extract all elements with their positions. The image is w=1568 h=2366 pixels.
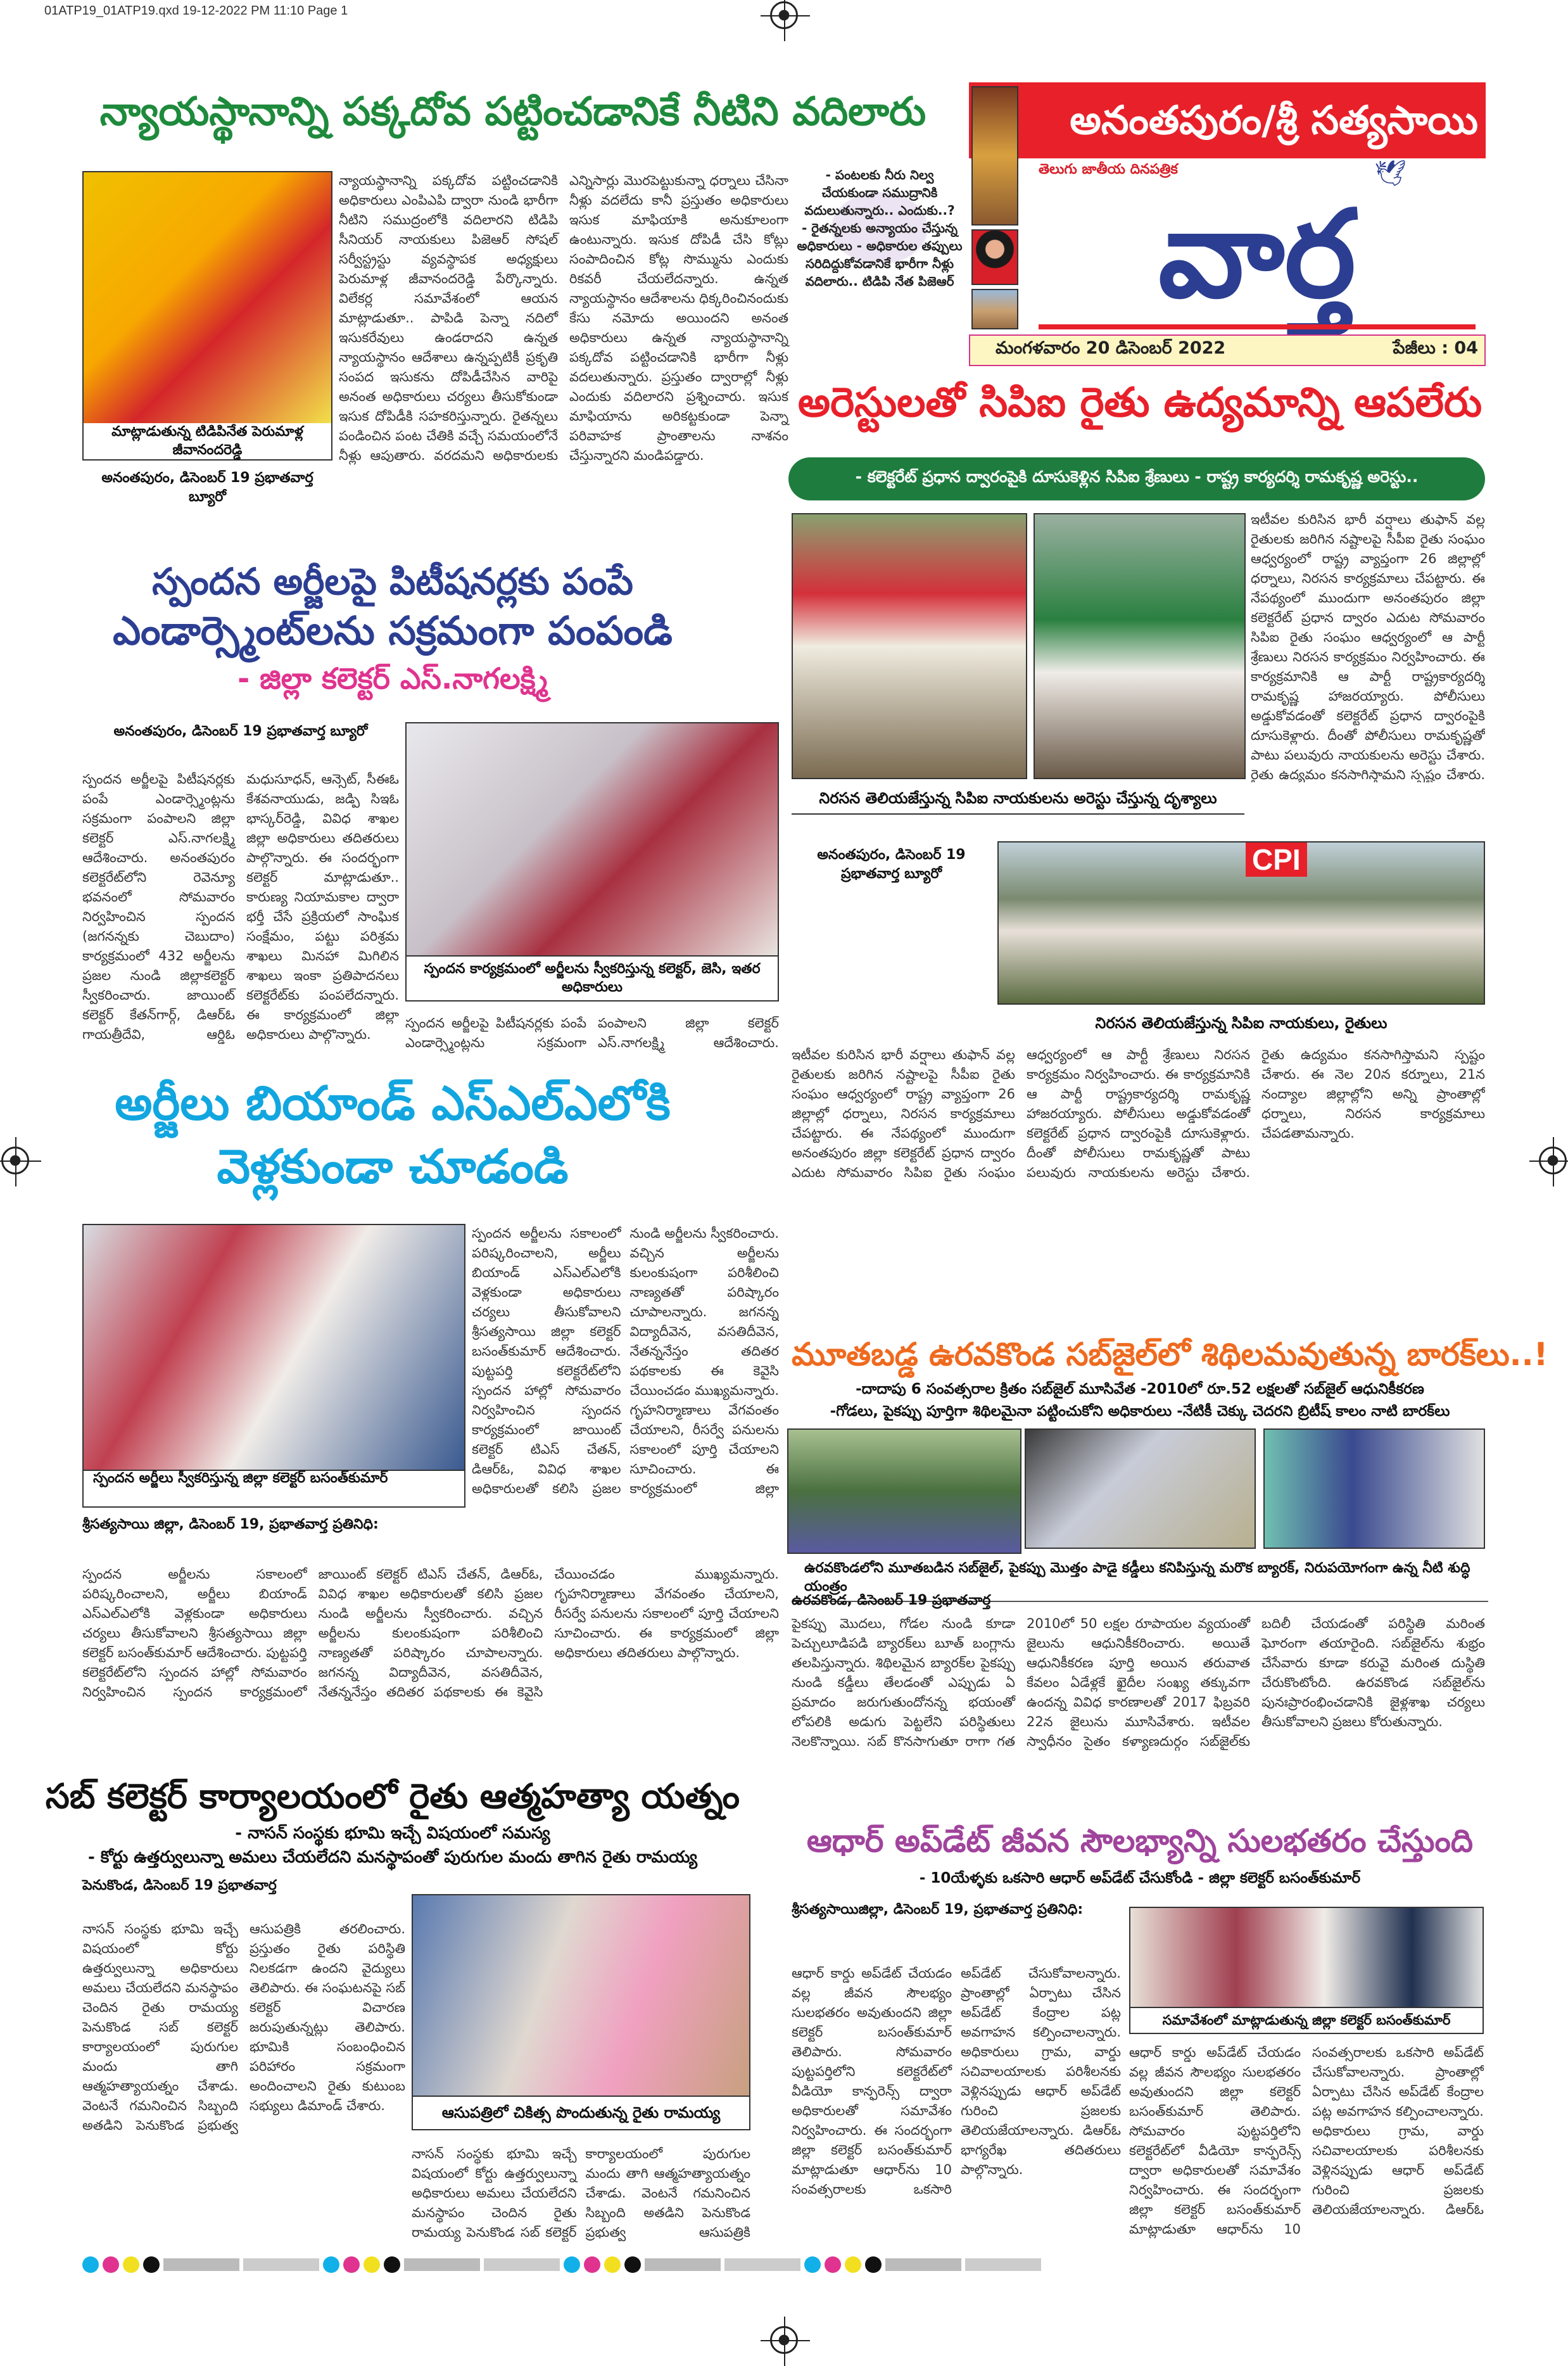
masthead — [969, 82, 1486, 333]
cyan-swatch — [82, 2256, 99, 2273]
story1-body: న్యాయస్థానాన్ని పక్కదోవ పట్టించడానికి అధికారులు ఎంపిఎపి ద్వారా నుండి భారీగా నీటిని సముద్రంలోకి వదిలారని టిడిపి సీనియర్ నాయకులు పిజెఆర్ సోషల్ సర్వీస్ట్రస్టు వ్యవస్థాపక అధ్యక్షులు పెరుమాళ్ల జీవానందరెడ్డి పేర్కొన్నారు. విలేకర్ల సమావేశంలో ఆయన మాట్లాడుతూ.. పాపిడి పెన్నా నదిలో ఇసుకరేవులు ఉండరాదని ఉన్నత న్యాయస్థానం ఆదేశాలు ఉన్నప్పటికీ ప్రకృతి సంపద ఇసుకను దోపిడీచేసిన వారిపై అనంత అధికారులు చర్యలు తీసుకోకుండా ఇసుక దోపిడీకి సహకరిస్తున్నారు. రైతన్నలు పండించిన పంట చేతికి వచ్చే సమయంలోనే నీళ్లు ఆపుతారు. వరదమని అధికారులకు ఎన్నిసార్లు మొరపెట్టుకున్నా ధర్నాలు చేసినా నీళ్లు వదలేదు కానీ ప్రస్తుతం అధికారులు ఇసుక మాఫియాకి అనుకూలంగా ఉంటున్నారు. ఇసుక దోపిడీ చేసి కోట్లు సంపాదించిన కోట్ల సొమ్మును ఎందుకు రికవరీ చేయలేదన్నారు. ఉన్నత న్యాయస్థానం ఆదేశాలను ధిక్కరించినందుకు కేసు నమోదు అయిందని అనంత అధికారులు ఉన్నత న్యాయస్థానాన్ని పక్కదోవ పట్టించడానికి భారీగా నీళ్లు వదలుతున్నారు. ప్రస్తుతం ద్వారాల్లో నీళ్లు ఎందుకు వదిలారని ప్రశ్నించారు. ఇసుక మాఫియాను అరికట్టకుండా పెన్నా పరివాహక ప్రాంతాలను నాశనం చేస్తున్నారని మండిపడ్డారు. — [339, 173, 789, 463]
yellow-swatch — [364, 2256, 380, 2273]
story2-dateline: అనంతపురం, డిసెంబర్ 19 ప్రభాతవార్త బ్యూరో — [113, 723, 368, 739]
story5-dateline: అనంతపురం, డిసెంబర్ 19 ప్రభాతవార్త బ్యూరో — [817, 847, 966, 882]
story2-body-continued: స్పందన అర్జీలపై పిటీషనర్లకు పంపే ఎండార్స్మెంట్లను సక్రమంగా పంపాలని జిల్లా కలెక్టర్ ఎస్.నాగలక్ష్మి ఆదేశించారు. — [405, 1015, 779, 1050]
grey-swatch — [885, 2258, 961, 2271]
masthead-rule — [1039, 324, 1476, 329]
cyan-swatch — [323, 2256, 339, 2273]
headline-story6: మూతబడ్డ ఉరవకొండ సబ్‌జైల్‌లో శిథిలమవుతున్న బారక్‌లు..! — [792, 1336, 1548, 1373]
story1-pullquote — [797, 166, 963, 290]
story6-photo-jail — [787, 1428, 1021, 1554]
headline-story2-line1: స్పందన అర్జీలపై పిటీషనర్లకు పంపే — [152, 560, 633, 603]
date-bar — [969, 334, 1486, 366]
story6-photo-barrack — [1025, 1428, 1256, 1549]
story7-photo — [1129, 1907, 1484, 2008]
story4-dateline: పెనుకొండ, డిసెంబర్ 19 ప్రభాతవార్త — [82, 1878, 277, 1893]
story5-photo-arrest-1 — [792, 513, 1027, 779]
story3-photo-caption: స్పందన అర్జీలు స్వీకరిస్తున్న జిల్లా కలెక్టర్ బసంత్‌కుమార్ — [82, 1470, 465, 1508]
registration-mark-icon — [770, 2326, 798, 2354]
story2-photo-caption: స్పందన కార్యక్రమంలో అర్జీలను స్వీకరిస్తున్న కలెక్టర్, జెసి, ఇతర అధికారులు — [405, 957, 779, 1002]
story3-dateline: శ్రీసత్యసాయి జిల్లా, డిసెంబర్ 19, ప్రభాతవార్త ప్రతినిధి: — [82, 1517, 379, 1532]
story4-sub2: - కోర్టు ఉత్తర్వులున్నా అమలు చేయలేదని మనస్థాపంతో పురుగుల మందు తాగిన రైతు రామయ్య — [87, 1848, 698, 1867]
pullquote-line: - రైతన్నలకు అన్యాయం చేస్తున్న అధికారులు - అధికారుల తప్పులు సరిదిద్దుకోవడానికే భారీగా నీళ్లు వదిలారు.. టిడిపి నేత పిజెఆర్ — [797, 220, 963, 289]
story4-photo — [412, 1894, 750, 2097]
black-swatch — [384, 2256, 400, 2273]
headline-story4: సబ్ కలెక్టర్ కార్యాలయంలో రైతు ఆత్మహత్యా యత్నం — [45, 1776, 740, 1816]
story7-body-continued: ఆధార్ కార్డు అప్‌డేట్ చేయడం వల్ల జీవన సౌలభ్యం సులభతరం అవుతుందని జిల్లా కలెక్టర్ బసంత్‌కుమార్ తెలిపారు. సోమవారం పుట్టపర్తిలోని కలెక్టరేట్‌లో వీడియో కాన్ఫరెన్స్ ద్వారా అధికారులతో సమావేశం నిర్వహించారు. ఈ సందర్భంగా జిల్లా కలెక్టర్ బసంత్‌కుమార్ మాట్లాడుతూ ఆధార్‌ను 10 సంవత్సరాలకు ఒకసారి అప్‌డేట్ చేసుకోవాలన్నారు. ప్రాంతాల్లో ఏర్పాటు చేసిన అప్‌డేట్ కేంద్రాల పట్ల అవగాహన కల్పించాలన్నారు. అధికారులు గ్రామ, వార్డు సచివాలయాలకు పరిశీలనకు వెళ్లినప్పుడు ఆధార్ అప్‌డేట్ గురించి ప్రజలకు తెలియజేయాలన్నారు. డిఆర్ఓ — [1129, 2045, 1484, 2237]
pullquote-line: - పంటలకు నీరు నిల్వ చేయకుండా సముద్రానికి వదులుతున్నారు.. ఎందుకు..? — [804, 167, 955, 218]
print-slug: 01ATP19_01ATP19.qxd 19-12-2022 PM 11:10 Page 1 — [44, 4, 348, 18]
edition-name: అనంతపురం/శ్రీ సత్యసాయి — [1070, 97, 1478, 143]
story3-body: స్పందన అర్జీలను సకాలంలో పరిష్కరించాలని, అర్జీలు బియాండ్ ఎస్ఎల్ఎలోకి వెళ్లకుండా అధికారులు చర్యలు తీసుకోవాలని శ్రీసత్యసాయి జిల్లా కలెక్టర్ బసంత్‌కుమార్ ఆదేశించారు. పుట్టపర్తి కలెక్టరేట్‌లోని స్పందన హాల్లో సోమవారం నిర్వహించిన స్పందన కార్యక్రమంలో జాయింట్ కలెక్టర్ టిఎస్ చేతన్, డిఆర్ఓ, వివిధ శాఖల అధికారులతో కలిసి ప్రజల నుండి అర్జీలను స్వీకరించారు. వచ్చిన అర్జీలను కులంకుషంగా పరిశీలించి నాణ్యతతో పరిష్కారం చూపాలన్నారు. జగనన్న విద్యాదీవెన, వసతిదీవెన, నేతన్ననేస్తం తదితర పథకాలకు ఈ కెవైసి చేయించడం ముఖ్యమన్నారు. గృహనిర్మాణాలు వేగవంతం చేయాలని, రీసర్వే పనులను సకాలంలో పూర్తి చేయాలని సూచించారు. ఈ కార్యక్రమంలో జిల్లా అధికారులు తదితరులు పాల్గొన్నారు. — [82, 1567, 779, 1700]
story6-sub1: -దాదాపు 6 సంవత్సరాల క్రితం సబ్‌జైల్ మూసివేత -2010లో రూ.52 లక్షలతో సబ్‌జైల్ ఆధునికీకరణ — [856, 1381, 1424, 1397]
story1-photo — [82, 171, 332, 424]
sai-baba-photo — [971, 229, 1018, 285]
story7-body: ఆధార్ కార్డు అప్‌డేట్ చేయడం వల్ల జీవన సౌలభ్యం సులభతరం అవుతుందని జిల్లా కలెక్టర్ బసంత్‌కుమార్ తెలిపారు. సోమవారం పుట్టపర్తిలోని కలెక్టరేట్‌లో వీడియో కాన్ఫరెన్స్ ద్వారా అధికారులతో సమావేశం నిర్వహించారు. ఈ సందర్భంగా జిల్లా కలెక్టర్ బసంత్‌కుమార్ మాట్లాడుతూ ఆధార్‌ను 10 సంవత్సరాలకు ఒకసారి అప్‌డేట్ చేసుకోవాలన్నారు. ప్రాంతాల్లో ఏర్పాటు చేసిన అప్‌డేట్ కేంద్రాల పట్ల అవగాహన కల్పించాలన్నారు. అధికారులు గ్రామ, వార్డు సచివాలయాలకు పరిశీలనకు వెళ్లినప్పుడు ఆధార్ అప్‌డేట్ గురించి ప్రజలకు తెలియజేయాలన్నారు. డిఆర్ఓ భాగ్యరేఖ తదితరులు పాల్గొన్నారు. — [792, 1966, 1121, 2197]
tagline: తెలుగు జాతీయ దినపత్రిక — [1039, 162, 1178, 177]
story4-body: నాసన్ సంస్థకు భూమి ఇచ్చే విషయంలో కోర్టు ఉత్తర్వులున్నా అధికారులు అమలు చేయలేదని మనస్థాపం చెందిన రైతు రామయ్య పెనుకొండ సబ్ కలెక్టర్ కార్యాలయంలో పురుగుల మందు తాగి ఆత్మహత్యాయత్నం చేశాడు. వెంటనే గమనించిన సిబ్బంది అతడిని పెనుకొండ ప్రభుత్వ ఆసుపత్రికి తరలించారు. ప్రస్తుతం రైతు పరిస్థితి నిలకడగా ఉందని వైద్యులు తెలిపారు. ఈ సంఘటనపై సబ్ కలెక్టర్ విచారణ జరుపుతున్నట్లు తెలిపారు. భూమికి సంబంధించిన పరిహారం సక్రమంగా అందించాలని రైతు కుటుంబ సభ్యులు డిమాండ్ చేశారు. — [82, 1921, 405, 2133]
story5-photo-caption-1: నిరసన తెలియజేస్తున్న సిపిఐ నాయకులను అరెస్టు చేస్తున్న దృశ్యాలు — [792, 789, 1244, 815]
page-count: పేజీలు : 04 — [1393, 338, 1478, 358]
story4-sub1: - నాసన్ సంస్థకు భూమి ఇచ్చే విషయంలో సమస్య — [235, 1824, 550, 1843]
magenta-swatch — [584, 2256, 600, 2273]
magenta-swatch — [103, 2256, 119, 2273]
story5-photo-arrest-2 — [1034, 513, 1246, 779]
yellow-swatch — [604, 2256, 621, 2273]
edition-band-text-area — [1023, 82, 1486, 158]
story1-photo-caption: మాట్లాడుతున్న టిడిపినేత పెరుమాళ్ల జీవానందరెడ్డి — [82, 423, 332, 461]
dove-icon: 🕊 — [1374, 159, 1407, 188]
story6-photo-caption: ఉరవకొండలోని మూతబడిన సబ్‌జైల్, పైకప్పు మొత్తం పాడై కడ్డీలు కనిపిస్తున్న మరొక బ్యారక్, నిరుపయోగంగా ఉన్న నీటి శుద్ధి యంత్రం — [792, 1560, 1488, 1602]
story3-photo — [82, 1224, 465, 1471]
deity-photo — [971, 86, 1018, 226]
story6-body: పైకప్పు మొదలు, గోడల నుండి కూడా పెచ్చులూడిపడి బ్యారక్‌లు బూత్ బంగ్లాను తలపిస్తున్నారు. శిథిలమైన బ్యారక్‌ల పైకప్పు నుండి కడ్డీలు తేలడంతో ఎప్పుడు ఏ ప్రమాదం జరుగుతుందోనన్న భయంతో లోపలికి అడుగు పెట్టలేని పరిస్థితులు నెలకొన్నాయి. సబ్ కొనసాగుతూ రాగా గత 2010లో 50 లక్షల రూపాయల వ్యయంతో జైలును ఆధునికీకరించారు. అయితే ఆధునికీకరణ పూర్తి అయిన తరువాత కేవలం ఏడేళ్లకే ఖైదీల సంఖ్య తక్కువగా ఉందన్న వివిధ కారణాలతో 2017 ఫిబ్రవరి 22న జైలును మూసివేశారు. ఇటీవల స్వాధీనం సైతం కళ్యాణదుర్గం సబ్‌జైల్‌కు బదిలీ చేయడంతో పరిస్థితి మరింత ఘోరంగా తయారైంది. సబ్‌జైల్‌ను శుభ్రం చేసేవారు కూడా కరువై మరింత దుస్థితి చేరుకొంటోంది. ఉరవకొండ సబ్‌జైల్‌ను పునఃప్రారంభించడానికి జైళ్లశాఖ చర్యలు తీసుకోవాలని ప్రజలు కోరుతున్నారు. — [792, 1616, 1485, 1749]
headline-story3-line2: వెళ్లకుండా చూడండి — [217, 1140, 569, 1194]
black-swatch — [143, 2256, 160, 2273]
grey-swatch — [163, 2258, 239, 2271]
headline-story7: ఆధార్ అప్‌డేట్ జీవన సౌలభ్యాన్ని సులభతరం చేస్తుంది — [806, 1822, 1474, 1859]
story2-subhead: - జిల్లా కలెక్టర్ ఎస్.నాగలక్ష్మి — [237, 661, 548, 696]
story7-sub: - 10యేళ్ళకు ఒకసారి ఆధార్ అప్‌డేట్ చేసుకోండి - జిల్లా కలెక్టర్ బసంత్‌కుమార్ — [919, 1870, 1361, 1886]
grey-swatch — [724, 2258, 800, 2271]
story5-body: ఇటీవల కురిసిన భారీ వర్షాలు తుఫాన్ వల్ల రైతులకు జరిగిన నష్టాలపై సీపీఐ రైతు సంఘం ఆధ్వర్యంలో రాష్ట్ర వ్యాప్తంగా 26 జిల్లాల్లో ధర్నాలు, నిరసన కార్యక్రమాలు చేపట్టారు. ఈ నేపథ్యంలో ముందుగా అనంతపురం జిల్లా కలెక్టరేట్ ప్రధాన ద్వారం ఎదుట సోమవారం సిపిఐ రైతు సంఘం ఆధ్వర్యంలో ఆ పార్టీ శ్రేణులు నిరసన కార్యక్రమం నిర్వహించారు. ఈ కార్యక్రమానికి ఆ పార్టీ రాష్ట్రకార్యదర్శి రామకృష్ణ హాజరయ్యారు. పోలీసులు అడ్డుకోవడంతో కలెక్టరేట్ ప్రధాన ద్వారంపైకి దూసుకెళ్లారు. దీంతో పోలీసులు రామకృష్ణతో పాటు పలువురు నాయకులను అరెస్టు చేశారు. రైతు ఉద్యమం కనసాగిస్తామని స్పష్టం చేశారు. ఈ నెల 20న కర్నూలు, 21న నంద్యాల జిల్లాల్లోని అన్ని ప్రాంతాల్లో ధర్నాలు, నిరసన కార్యక్రమాలు చేపడతామన్నారు. — [792, 1047, 1485, 1180]
story2-body: స్పందన అర్జీలపై పిటీషనర్లకు పంపే ఎండార్స్మెంట్లను సక్రమంగా పంపాలని జిల్లా కలెక్టర్ ఎస్.నాగలక్ష్మి ఆదేశించారు. అనంతపురం కలెక్టరేట్‌లోని రెవెన్యూ భవనంలో సోమవారం నిర్వహించిన స్పందన (జగనన్నకు చెబుదాం) కార్యక్రమంలో 432 అర్జీలను ప్రజల నుండి జిల్లాకలెక్టర్ స్వీకరించారు. జాయింట్ కలెక్టర్ కేతన్‌గార్గ్, డిఆర్ఓ గాయత్రీదేవి, ఆర్డిఓ మధుసూధన్, ఆన్సెట్, సీఈఓ కేశవనాయుడు, జడ్పి సిఇఓ భాస్కర్‌రెడ్డి, వివిధ శాఖల జిల్లా అధికారులు తదితరులు పాల్గొన్నారు. ఈ సందర్భంగా కలెక్టర్ మాట్లాడుతూ.. కారుణ్య నియామకాల ద్వారా భర్తీ చేసే ప్రక్రియలో సాంఘిక సంక్షేమం, పట్టు పరిశ్రమ శాఖలు మినహా మిగిలిన శాఖలు ఇంకా ప్రతిపాదనలు కలెక్టరేట్‌కు పంపలేదన్నారు. ఈ కార్యక్రమంలో జిల్లా అధికారులు పాల్గొన్నారు. — [82, 772, 399, 1042]
magenta-swatch — [343, 2256, 360, 2273]
story1-dateline: అనంతపురం, డిసెంబర్ 19 ప్రభాతవార్త బ్యూరో — [101, 470, 313, 505]
masthead-name: వార్త — [1158, 184, 1356, 324]
grey-swatch — [404, 2258, 480, 2271]
issue-date: మంగళవారం 20 డిసెంబర్ 2022 — [996, 338, 1226, 358]
grey-swatch — [965, 2258, 1041, 2271]
story6-dateline: ఉరవకొండ, డిసెంబర్ 19 ప్రభాతవార్త — [792, 1593, 991, 1608]
yellow-swatch — [123, 2256, 139, 2273]
grey-swatch — [243, 2258, 319, 2271]
story7-dateline: శ్రీసత్యసాయిజిల్లా, డిసెంబర్ 19, ప్రభాతవార్త ప్రతినిధి: — [792, 1902, 1084, 1918]
story5-body-col-right: ఇటీవల కురిసిన భారీ వర్షాలు తుఫాన్ వల్ల రైతులకు జరిగిన నష్టాలపై సీపీఐ రైతు సంఘం ఆధ్వర్యంలో రాష్ట్ర వ్యాప్తంగా 26 జిల్లాల్లో ధర్నాలు, నిరసన కార్యక్రమాలు చేపట్టారు. ఈ నేపథ్యంలో ముందుగా అనంతపురం జిల్లా కలెక్టరేట్ ప్రధాన ద్వారం ఎదుట సోమవారం సిపిఐ రైతు సంఘం ఆధ్వర్యంలో ఆ పార్టీ శ్రేణులు నిరసన కార్యక్రమం నిర్వహించారు. ఈ కార్యక్రమానికి ఆ పార్టీ రాష్ట్రకార్యదర్శి రామకృష్ణ హాజరయ్యారు. పోలీసులు అడ్డుకోవడంతో కలెక్టరేట్ ప్రధాన ద్వారంపైకి దూసుకెళ్లారు. దీంతో పోలీసులు రామకృష్ణతో పాటు పలువురు నాయకులను అరెస్టు చేశారు. రైతు ఉద్యమం కనసాగిస్తామని స్పష్టం చేశారు. — [1251, 512, 1485, 782]
cyan-swatch — [804, 2256, 821, 2273]
registration-mark-icon — [1539, 1147, 1567, 1174]
black-swatch — [865, 2256, 882, 2273]
story6-sub2: -గోడలు, పైకప్పు పూర్తిగా శిథిలమైనా పట్టించుకోని అధికారులు -నేటికీ చెక్కు చెదరని బ్రిటీష్ కాలం నాటి బారక్‌లు — [830, 1403, 1450, 1420]
headline-story1: న్యాయస్థానాన్ని పక్కదోవ పట్టించడానికే నీటిని వదిలారు — [99, 88, 926, 134]
color-calibration-bar — [82, 2256, 1488, 2273]
grey-swatch — [645, 2258, 721, 2271]
magenta-swatch — [825, 2256, 841, 2273]
story3-body-top: స్పందన అర్జీలను సకాలంలో పరిష్కరించాలని, అర్జీలు బియాండ్ ఎస్ఎల్ఎలోకి వెళ్లకుండా అధికారులు చర్యలు తీసుకోవాలని శ్రీసత్యసాయి జిల్లా కలెక్టర్ బసంత్‌కుమార్ ఆదేశించారు. పుట్టపర్తి కలెక్టరేట్‌లోని స్పందన హాల్లో సోమవారం నిర్వహించిన స్పందన కార్యక్రమంలో జాయింట్ కలెక్టర్ టిఎస్ చేతన్, డిఆర్ఓ, వివిధ శాఖల అధికారులతో కలిసి ప్రజల నుండి అర్జీలను స్వీకరించారు. వచ్చిన అర్జీలను కులంకుషంగా పరిశీలించి నాణ్యతతో పరిష్కారం చూపాలన్నారు. జగనన్న విద్యాదీవెన, వసతిదీవెన, నేతన్ననేస్తం తదితర పథకాలకు ఈ కెవైసి చేయించడం ముఖ్యమన్నారు. గృహనిర్మాణాలు వేగవంతం చేయాలని, రీసర్వే పనులను సకాలంలో పూర్తి చేయాలని సూచించారు. ఈ కార్యక్రమంలో జిల్లా — [472, 1226, 779, 1496]
story4-photo-caption: ఆసుపత్రిలో చికిత్స పొందుతున్న రైతు రామయ్య — [412, 2097, 750, 2130]
yellow-swatch — [845, 2256, 861, 2273]
nandi-statue-photo — [971, 289, 1018, 329]
story4-body-continued: నాసన్ సంస్థకు భూమి ఇచ్చే విషయంలో కోర్టు ఉత్తర్వులున్నా అధికారులు అమలు చేయలేదని మనస్థాపం చెందిన రైతు రామయ్య పెనుకొండ సబ్ కలెక్టర్ కార్యాలయంలో పురుగుల మందు తాగి ఆత్మహత్యాయత్నం చేశాడు. వెంటనే గమనించిన సిబ్బంది అతడిని పెనుకొండ ప్రభుత్వ ఆసుపత్రికి — [412, 2146, 750, 2240]
story6-photo-water-plant — [1263, 1428, 1485, 1549]
black-swatch — [624, 2256, 641, 2273]
cpi-sign: CPI — [1246, 843, 1307, 877]
story2-photo — [405, 722, 779, 957]
story5-banner: - కలెక్టరేట్ ప్రధాన ద్వారంపైకి దూసుకెళ్లిన సిపిఐ శ్రేణులు - రాష్ట్ర కార్యదర్శి రామకృష్ణ అరెస్టు.. — [788, 457, 1485, 500]
cyan-swatch — [564, 2256, 580, 2273]
grey-swatch — [484, 2258, 560, 2271]
headline-story3-line1: అర్జీలు బియాండ్ ఎస్ఎల్ఎలోకి — [115, 1076, 671, 1131]
headline-story5: అరెస్టులతో సిపిఐ రైతు ఉద్యమాన్ని ఆపలేరు — [797, 379, 1483, 426]
story5-photo-caption-2: నిరసన తెలియజేస్తున్న సిపిఐ నాయకులు, రైతులు — [1095, 1014, 1388, 1032]
registration-mark-icon — [770, 1, 798, 29]
story7-photo-caption: సమావేశంలో మాట్లాడుతున్న జిల్లా కలెక్టర్ బసంత్‌కుమార్ — [1129, 2008, 1484, 2034]
headline-story2-line2: ఎండార్స్మెంట్‌లను సక్రమంగా పంపండి — [113, 607, 673, 654]
